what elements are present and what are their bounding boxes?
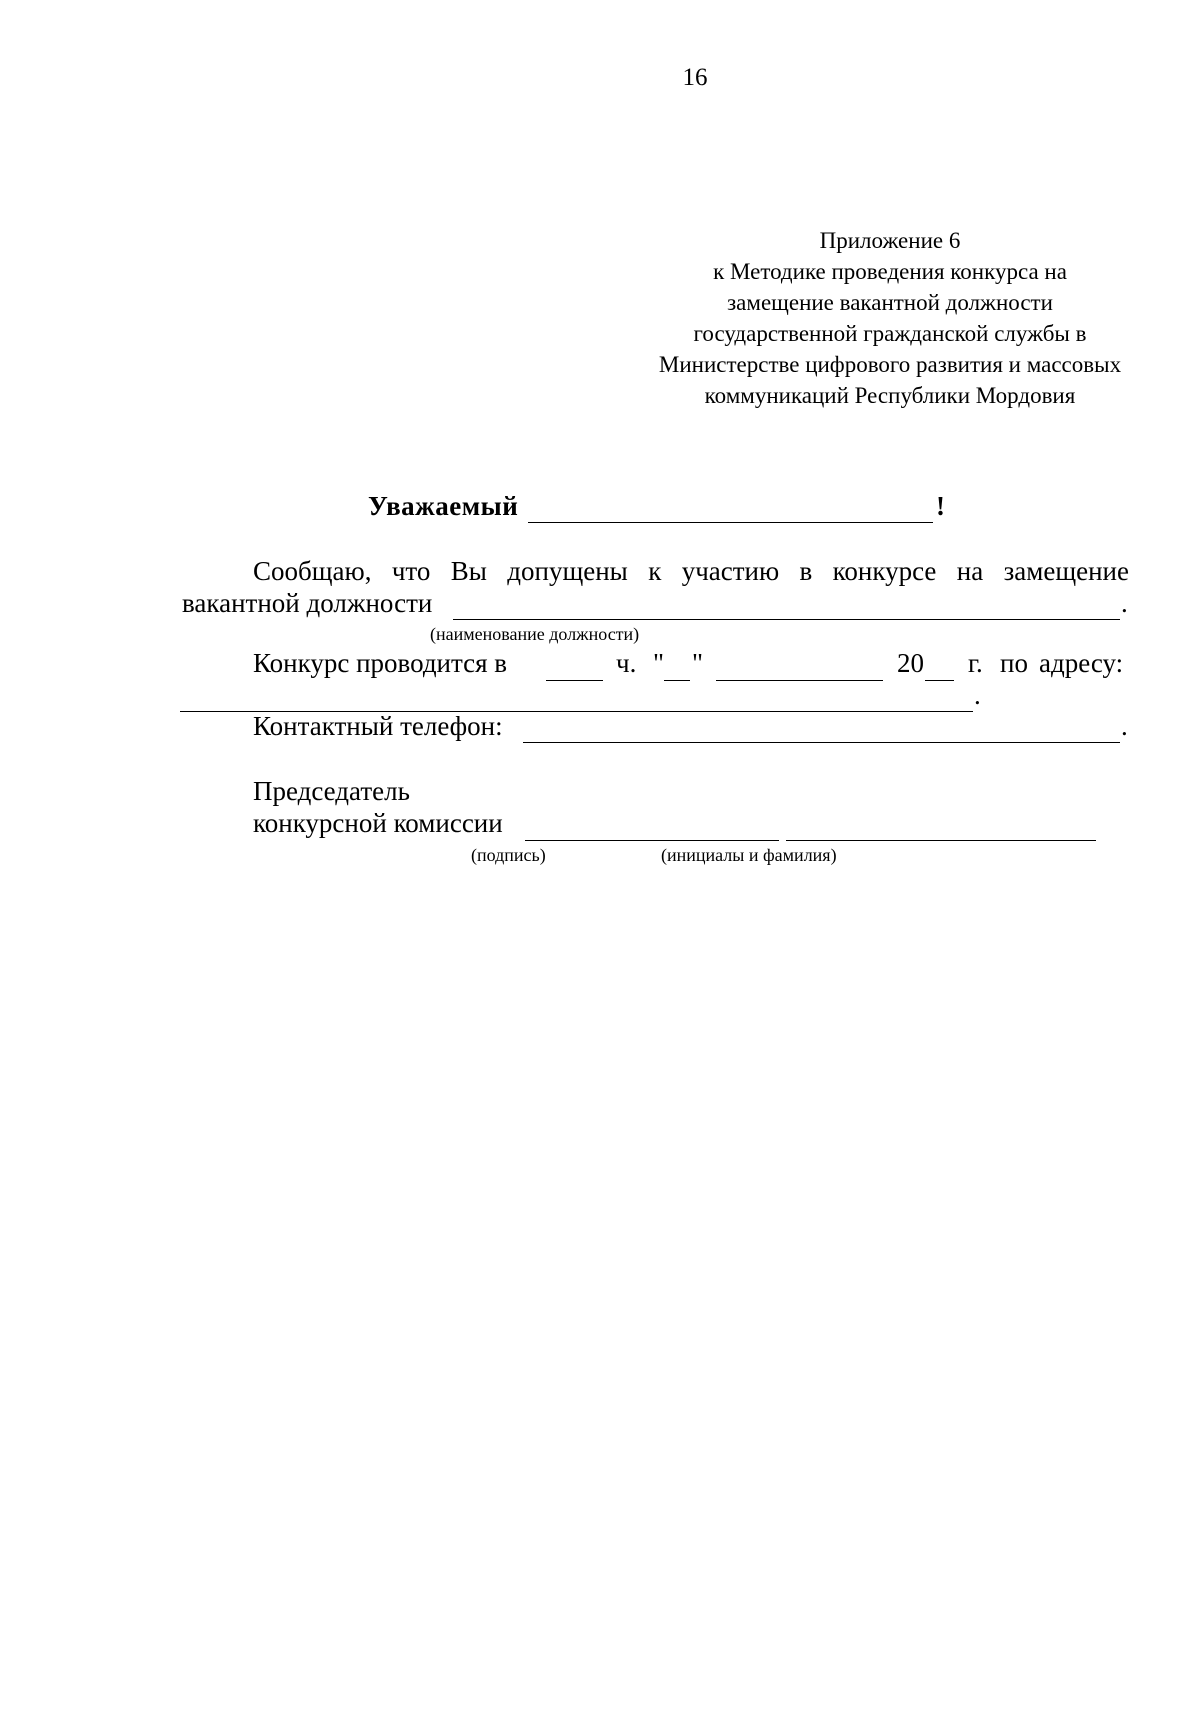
address-end: . [974,680,981,710]
day-field[interactable] [664,680,690,681]
hour-field[interactable] [546,680,603,681]
address-word: по [1000,648,1028,678]
commission-title: конкурсной комиссии [253,808,503,838]
body-word: участию [681,556,780,586]
initials-surname-caption: (инициалы и фамилия) [661,845,837,865]
appendix-line: коммуникаций Республики Мордовия [704,383,1076,408]
month-field[interactable] [716,680,883,681]
page-number: 16 [682,64,708,91]
body-word: что [391,556,431,586]
body-word: конкурсе [832,556,937,586]
body-word: на [956,556,984,586]
appendix-line: к Методике проведения конкурса на [713,259,1067,284]
contest-prefix: Конкурс проводится в [253,648,508,678]
body-word: Сообщаю, [253,556,372,586]
hour-abbr: ч. [616,648,637,678]
quote-close: " [692,648,704,678]
greeting-word: Уважаемый [368,491,519,521]
contact-phone-field[interactable] [523,742,1120,743]
body-word: к [648,556,662,586]
signature-field[interactable] [525,840,779,841]
appendix-header [640,225,1140,411]
vacant-position-label: вакантной должности [182,588,433,618]
body-word: допущены [507,556,628,586]
appendix-line: Министерстве цифрового развития и массовых [658,352,1122,377]
body-word: Вы [450,556,487,586]
body-line-1 [253,556,1129,587]
year-field[interactable] [925,680,954,681]
initials-surname-field[interactable] [786,840,1096,841]
quote-open: " [653,648,665,678]
body-word: замещение [1003,556,1129,586]
address-word: адресу: [1039,648,1124,678]
year-suffix: г. [968,648,983,678]
contact-phone-label: Контактный телефон: [253,711,503,741]
greeting-exclamation: ! [936,491,946,521]
position-name-caption: (наименование должности) [430,624,640,644]
chairman-title: Председатель [253,776,410,806]
appendix-line: государственной гражданской службы в [693,321,1087,346]
addressee-name-field[interactable] [528,522,933,523]
line-end-period: . [1121,588,1128,618]
year-prefix: 20 [897,648,924,678]
signature-caption: (подпись) [471,845,546,865]
body-word: в [799,556,813,586]
phone-end: . [1121,711,1128,741]
position-name-field[interactable] [453,619,1120,620]
appendix-line: Приложение 6 [819,228,961,253]
appendix-line: замещение вакантной должности [727,290,1053,315]
